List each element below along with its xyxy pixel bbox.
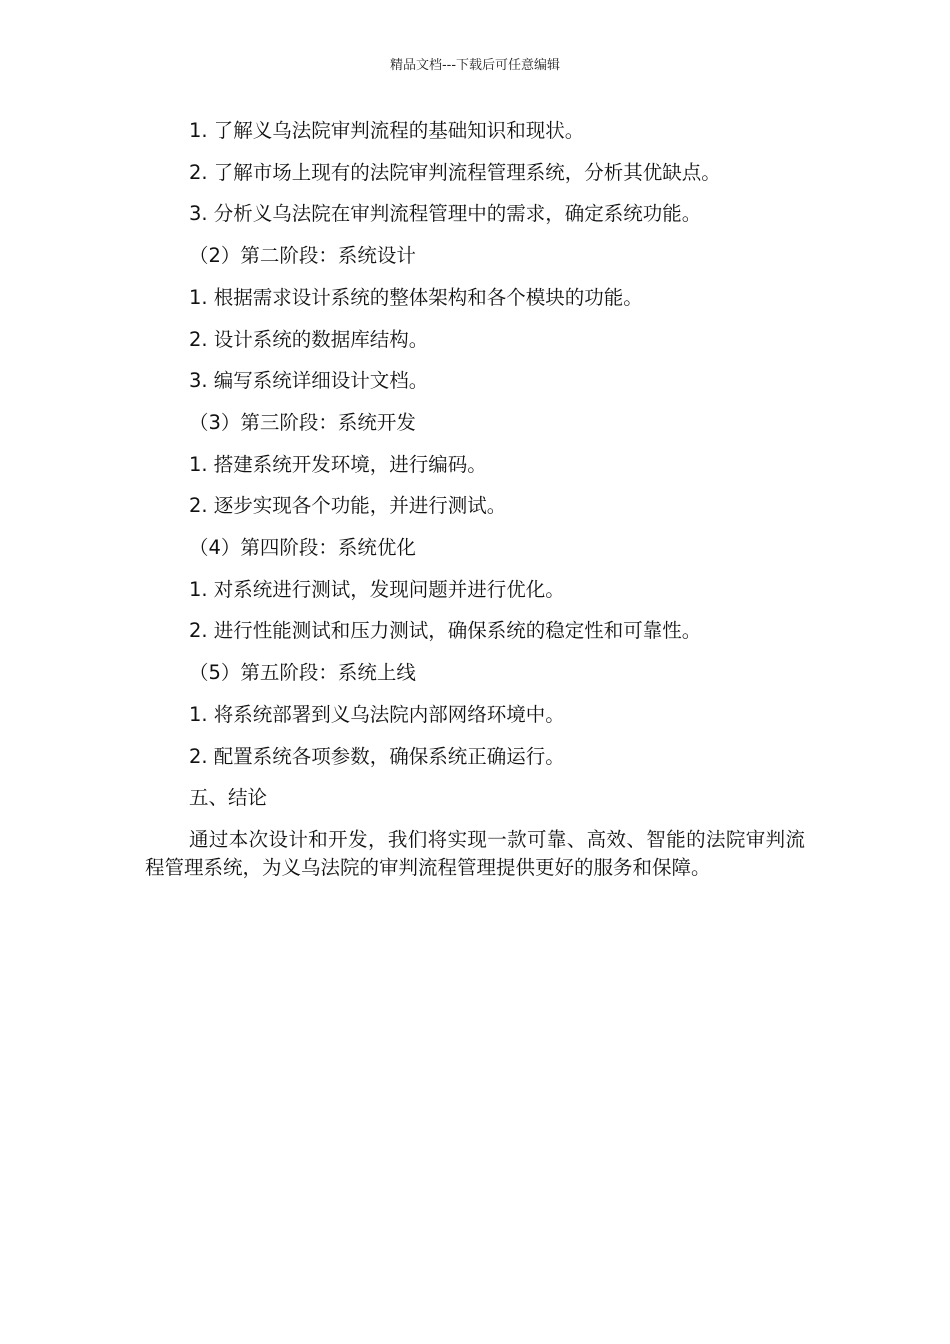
- list-item: 3. 分析义乌法院在审判流程管理中的需求，确定系统功能。: [189, 202, 702, 226]
- list-item: 1. 将系统部署到义乌法院内部网络环境中。: [189, 702, 565, 726]
- conclusion-paragraph: 通过本次设计和开发，我们将实现一款可靠、高效、智能的法院审判流程管理系统，为义乌法院的审判流程管理提供更好的服务和保障。: [145, 827, 805, 879]
- list-item: 1. 搭建系统开发环境，进行编码。: [189, 452, 487, 476]
- page-header: 精品文档---下载后可任意编辑: [389, 58, 561, 73]
- phase-heading: （3）第三阶段：系统开发: [189, 410, 416, 434]
- document-body: [145, 110, 805, 882]
- section-heading: 五、结论: [189, 786, 268, 810]
- list-item: 2. 设计系统的数据库结构。: [189, 327, 429, 351]
- list-item: 1. 根据需求设计系统的整体架构和各个模块的功能。: [189, 285, 643, 309]
- list-item: 3. 编写系统详细设计文档。: [189, 369, 429, 393]
- list-item: 2. 配置系统各项参数，确保系统正确运行。: [189, 744, 565, 768]
- phase-heading: （4）第四阶段：系统优化: [189, 536, 416, 560]
- list-item: 2. 逐步实现各个功能，并进行测试。: [189, 494, 507, 518]
- list-item: 1. 了解义乌法院审判流程的基础知识和现状。: [189, 119, 585, 142]
- list-item: 1. 对系统进行测试，发现问题并进行优化。: [189, 577, 565, 601]
- list-item: 2. 进行性能测试和压力测试，确保系统的稳定性和可靠性。: [189, 619, 702, 643]
- list-item: 2. 了解市场上现有的法院审判流程管理系统，分析其优缺点。: [189, 160, 721, 184]
- phase-heading: （5）第五阶段：系统上线: [189, 661, 416, 685]
- phase-heading: （2）第二阶段：系统设计: [189, 244, 416, 268]
